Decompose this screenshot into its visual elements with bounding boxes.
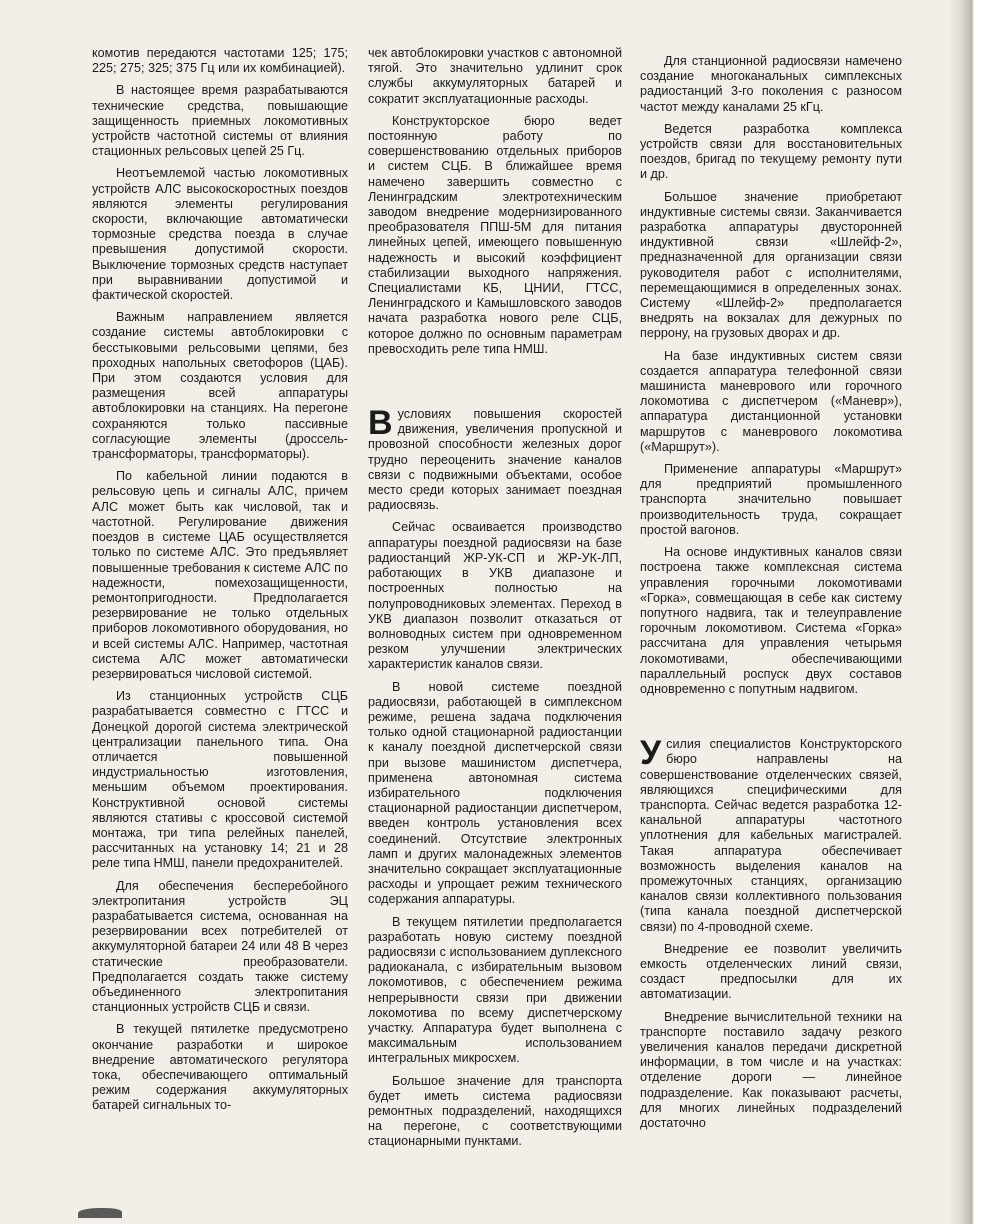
section-intro-text: силия специалистов Конструкторского бюро направлены на совершенствование отделенческих связей, являющихся специфическими для транспорта. Сейчас ведется разработка 12-канальной аппаратуры частотного уплотнения для кабельных магистралей. Такая аппаратура обеспечивает возможность выделения каналов на промежуточных станциях, организацию каналов связи коллективного пользования (типа канала поездной диспетчерской связи) по 4-проводной схеме. — [640, 737, 902, 934]
paragraph: На базе индуктивных систем связи создается аппаратура телефонной связи машиниста маневрового или горочного локомотива с диспетчером («Маневр»), аппаратура дистанционной установки маршрутов с маневрового локомотива («Маршрут»). — [640, 348, 902, 454]
text-column-2 — [368, 46, 622, 1157]
paragraph: На основе индуктивных каналов связи построена также комплексная система управления горочными локомотивами «Горка», совмещающая в себе как систему попутного надвига, так и телеуправление горочным локомотивом. Система «Горка» рассчитана для управления четырьмя локомотивами, обеспечивающими параллельный роспуск двух составов одновременно с попутным надвигом. — [640, 545, 902, 696]
paragraph: В настоящее время разрабатываются технические средства, повышающие защищенность приемных локомотивных устройств частотной системы от влияния стационных рельсовых цепей 25 Гц. — [92, 83, 348, 159]
paragraph: Неотъемлемой частью локомотивных устройств АЛС высокоскоростных поездов являются элементы регулирования скорости, включающие автоматически тормозные средства поезда в случае превышения допустимой скорости. Выключение тормозных средств наступает при выравнивании допустимой и фактической скоростей. — [92, 166, 348, 303]
paragraph: комотив передаются частотами 125; 175; 225; 275; 325; 375 Гц или их комбинацией). — [92, 46, 348, 76]
drop-cap: В — [368, 404, 393, 443]
paragraph: Внедрение ее позволит увеличить емкость отделенческих линий связи, создаст предпосылки для их автоматизации. — [640, 941, 902, 1002]
page-binding-edge — [948, 0, 1000, 1224]
section-intro-paragraph — [368, 404, 622, 513]
paragraph: чек автоблокировки участков с автономной тягой. Это значительно удлинит срок службы аккумуляторных батарей и сократит эксплуатационные расходы. — [368, 46, 622, 106]
paragraph: В новой системе поездной радиосвязи, работающей в симплексном режиме, решена задача подключения только одной стационарной радиостанции к каналу поездной диспетчерской связи при вызове машинистом диспетчера, применена автономная система избирательного подключения стационарной радиостанции диспетчером, введен контроль установления всех соединений. Отсутствие электронных ламп и других малонадежных элементов значительно сокращает эксплуатационные расходы и упрощает режим технического содержания аппаратуры. — [368, 679, 622, 907]
paragraph: По кабельной линии подаются в рельсовую цепь и сигналы АЛС, причем АЛС может быть как числовой, так и частотной. Регулирование движения поездов в системе ЦАБ осуществляется только по системе АЛС. Это предъявляет повышенные требования к системе АЛС по надежности, помехозащищенности, ремонтопригодности. Предполагается резервирование не только отдельных приборов локомотивного оборудования, но и всей системы АЛС. Например, частотная система АЛС может автоматически резервироваться числовой системой. — [92, 469, 348, 681]
paragraph: Для обеспечения бесперебойного электропитания устройств ЭЦ разрабатывается система, основанная на резервировании всех потребителей от аккумуляторной батареи 24 или 48 В через статические преобразователи. Предполагается создать также систему объединенного электропитания станционных устройств СЦБ и связи. — [92, 878, 348, 1015]
paragraph: Из станционных устройств СЦБ разрабатывается совместно с ГТСС и Донецкой дорогой система электрической централизации панельного типа. Она отличается повышенной индустриальностью изготовления, меньшим объемом проектирования. Конструктивной основой системы являются стативы с кроссовой системой монтажа, три типа релейных панелей, рассчитанных на установку 14; 21 и 28 реле типа НМШ, панели предохранителей. — [92, 689, 348, 871]
paragraph: В текущем пятилетии предполагается разработать новую систему поездной радиосвязи с использованием дуплексного радиоканала, с избирательным вызовом локомотивов, с обеспечением режима непрерывности связи при движении локомотива по всему диспетчерскому участку. Аппаратура будет выполнена с максимальным использованием интегральных микросхем. — [368, 914, 622, 1066]
paragraph: Для станционной радиосвязи намечено создание многоканальных симплексных радиостанций 3-го поколения с разносом частот между каналами 25 кГц. — [640, 54, 902, 114]
paragraph: Большое значение для транспорта будет иметь система радиосвязи ремонтных подразделений, находящихся на перегоне, с соответствующими стационарными пунктами. — [368, 1073, 622, 1149]
paragraph: Конструкторское бюро ведет постоянную работу по совершенствованию отдельных приборов и систем СЦБ. В ближайшее время намечено завершить совместно с Ленинградским электротехническим заводом внедрение модернизированного преобразователя ППШ-5М для питания линейных цепей, имеющего повышенную надежность и высокий коэффициент стабилизации выходного напряжения. Специалистами КБ, ЦНИИ, ГТСС, Ленинградского и Камышловского заводов начата разработка нового реле СЦБ, которое должно по основным параметрам превосходить реле типа НМШ. — [368, 113, 622, 356]
text-column-1 — [92, 46, 348, 1121]
paragraph: Внедрение вычислительной техники на транспорте поставило задачу резкого увеличения каналов передачи дискретной информации, в том числе и на участках: отделение дороги — линейное подразделение. Как показывают расчеты, для многих линейных подразделений достаточно — [640, 1009, 902, 1130]
paragraph: В текущей пятилетке предусмотрено окончание разработки и широкое внедрение автоматического регулятора тока, обеспечивающего оптимальный режим содержания аккумуляторных батарей сигнальных то- — [92, 1022, 348, 1113]
section-intro-paragraph — [640, 734, 902, 935]
drop-cap: У — [640, 734, 662, 773]
section-intro-text: условиях повышения скоростей движения, увеличения пропускной и провозной способности железных дорог трудно переоценить значение каналов связи с подвижными объектами, особое место среди которых занимает поездная радиосвязь. — [368, 407, 622, 513]
paragraph: Ведется разработка комплекса устройств связи для восстановительных поездов, бригад по текущему ремонту пути и др. — [640, 121, 902, 182]
text-column-3 — [640, 46, 902, 1138]
paragraph: Применение аппаратуры «Маршрут» для предприятий промышленного транспорта значительно повышает производительность труда, сокращает простой вагонов. — [640, 462, 902, 537]
paragraph: Важным направлением является создание системы автоблокировки с бесстыковыми рельсовыми цепями, без проходных напольных светофоров (ЦАБ). При этом создаются условия для размещения всей аппаратуры автоблокировки на станциях. На перегоне сохраняются только пассивные согласующие элементы (дроссель-трансформаторы, трансформаторы). — [92, 310, 348, 462]
paragraph: Сейчас осваивается производство аппаратуры поездной радиосвязи на базе радиостанций ЖР-УК-СП и ЖР-УК-ЛП, работающих в УКВ диапазоне и построенных полностью на полупроводниковых элементах. Переход в УКВ диапазон позволит отказаться от волноводных систем при одновременном резком улучшении электрических характеристик каналов связи. — [368, 520, 622, 672]
paragraph: Большое значение приобретают индуктивные системы связи. Заканчивается разработка аппаратуры двусторонней индуктивной связи «Шлейф-2», предназначенной для организации связи руководителя работ с исполнителями, перемещающимися в определенных зонах. Систему «Шлейф-2» предполагается внедрять на вокзалах для дежурных по перрону, на грузовых дворах и др. — [640, 189, 902, 341]
scan-smudge — [78, 1208, 122, 1218]
